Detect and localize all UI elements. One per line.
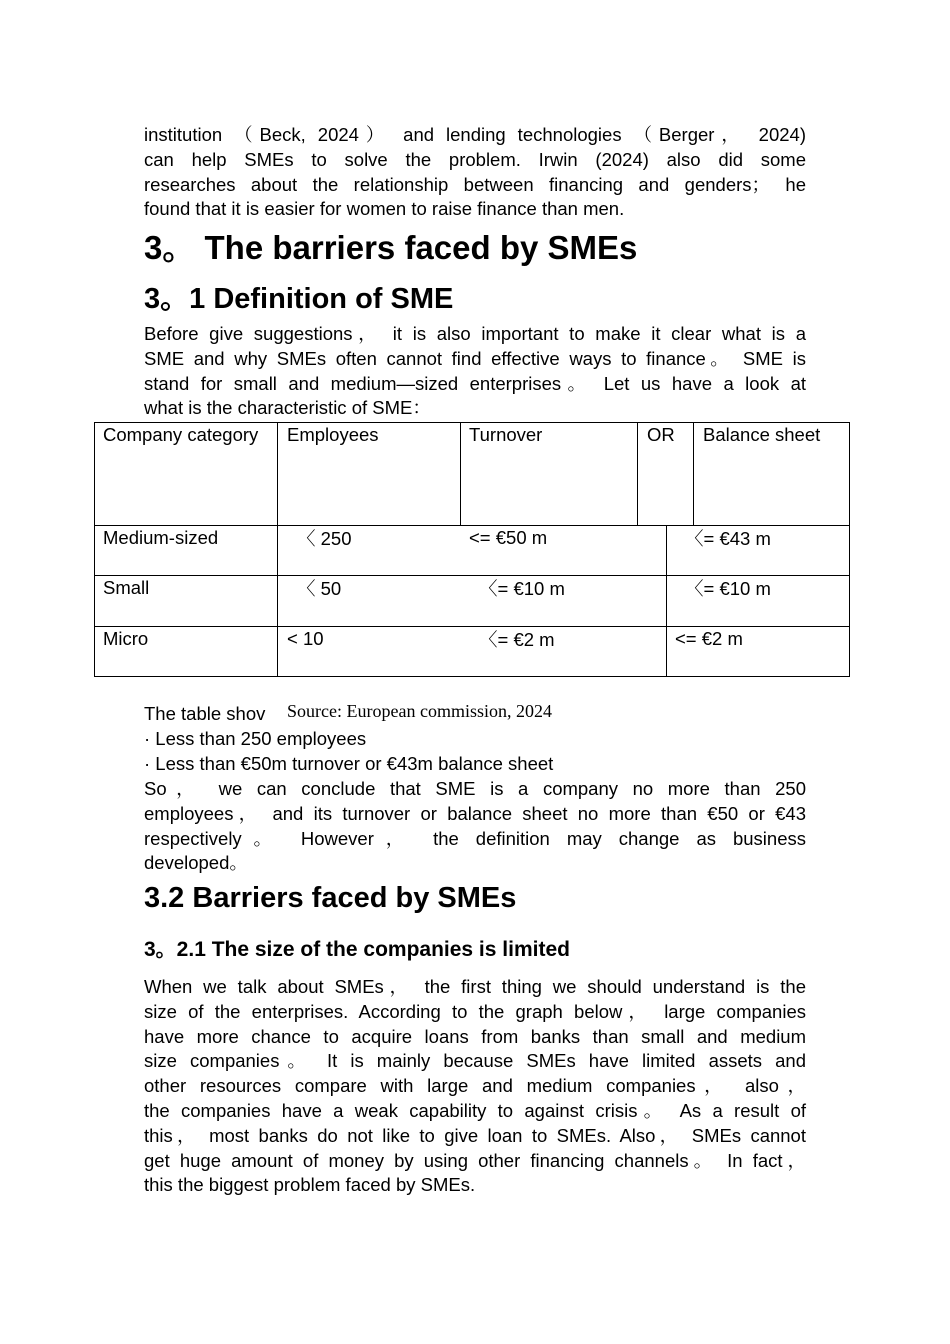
table-cell-employees: 〈 50 <box>297 578 342 599</box>
text-line: institution （Beck, 2024） and lending technologies （Berger， 2024) <box>144 124 806 145</box>
text-line: respectively。 However， the definition may change as business <box>144 827 806 849</box>
table-cell-balance: 〈= €43 m <box>685 528 771 549</box>
text-line: size companies。 It is mainly because SMEs have limited assets and <box>144 1050 806 1072</box>
table-header-turnover: Turnover <box>469 424 543 445</box>
table-cell-turnover: 〈= €2 m <box>479 629 555 650</box>
text-line: employees， and its turnover or balance sheet no more than €50 or €43 <box>144 802 806 824</box>
table-header-category: Company category <box>103 424 259 445</box>
table-cell-category: Small <box>103 577 150 598</box>
text-line: get huge amount of money by using other financing channels。 In fact， <box>144 1149 806 1171</box>
text-line: size of the enterprises. According to the graph below， large companies <box>144 1000 806 1022</box>
text-line: this the biggest problem faced by SMEs. <box>144 1174 476 1196</box>
table-header-or: OR <box>647 424 675 445</box>
section-3-1-heading: 3。1 Definition of SME <box>144 283 454 315</box>
text-line: developed。 <box>144 852 248 874</box>
section-3-2-1-heading: 3。2.1 The size of the companies is limited <box>144 938 570 961</box>
text-line: what is the characteristic of SME： <box>144 397 431 419</box>
size-limited-paragraph <box>144 975 806 1198</box>
text-line: other resources compare with large and medium companies， also， <box>144 1075 806 1097</box>
text-line: researches about the relationship between financing and genders； he <box>144 173 806 195</box>
list-item: · Less than €50m turnover or €43m balance sheet <box>144 752 554 774</box>
table-cell-balance: <= €2 m <box>675 628 743 649</box>
section-3-heading: 3。 The barriers faced by SMEs <box>144 229 638 266</box>
intro-paragraph <box>144 123 806 222</box>
text-line: found that it is easier for women to raise finance than men. <box>144 198 625 220</box>
table-cell-category: Medium-sized <box>103 527 219 548</box>
table-cell-turnover: 〈= €10 m <box>479 578 565 599</box>
table-header-balance-sheet: Balance sheet <box>703 424 821 445</box>
table-cell-employees: < 10 <box>287 628 324 649</box>
table-source-caption: Source: European commission, 2024 <box>287 701 552 721</box>
text-line: can help SMEs to solve the problem. Irwin (2024) also did some <box>144 148 806 170</box>
text-line: stand for small and medium—sized enterprises。 Let us have a look at <box>144 372 806 394</box>
text-line: have more chance to acquire loans from banks than small and medium <box>144 1025 806 1047</box>
definition-paragraph <box>144 322 806 421</box>
table-cell-employees: 〈 250 <box>297 528 352 549</box>
table-cell-balance: 〈= €10 m <box>685 578 771 599</box>
table-cell-turnover: <= €50 m <box>469 527 548 548</box>
text-line: So， we can conclude that SME is a company no more than 250 <box>144 778 806 799</box>
text-line: Before give suggestions， it is also important to make it clear what is a <box>144 323 806 344</box>
section-3-2-heading: 3.2 Barriers faced by SMEs <box>144 882 517 914</box>
text-line: the companies have a weak capability to against crisis。 As a result of <box>144 1099 806 1121</box>
conclusion-paragraph <box>144 777 806 876</box>
list-item: · Less than 250 employees <box>144 727 367 749</box>
table-header-employees: Employees <box>287 424 379 445</box>
text-line: SME and why SMEs often cannot find effective ways to finance。 SME is <box>144 347 806 369</box>
text-line: this， most banks do not like to give loan to SMEs. Also， SMEs cannot <box>144 1124 806 1146</box>
text-line: When we talk about SMEs， the first thing we should understand is the <box>144 976 806 997</box>
table-cell-category: Micro <box>103 628 149 649</box>
text-line: The table shov <box>144 703 266 724</box>
